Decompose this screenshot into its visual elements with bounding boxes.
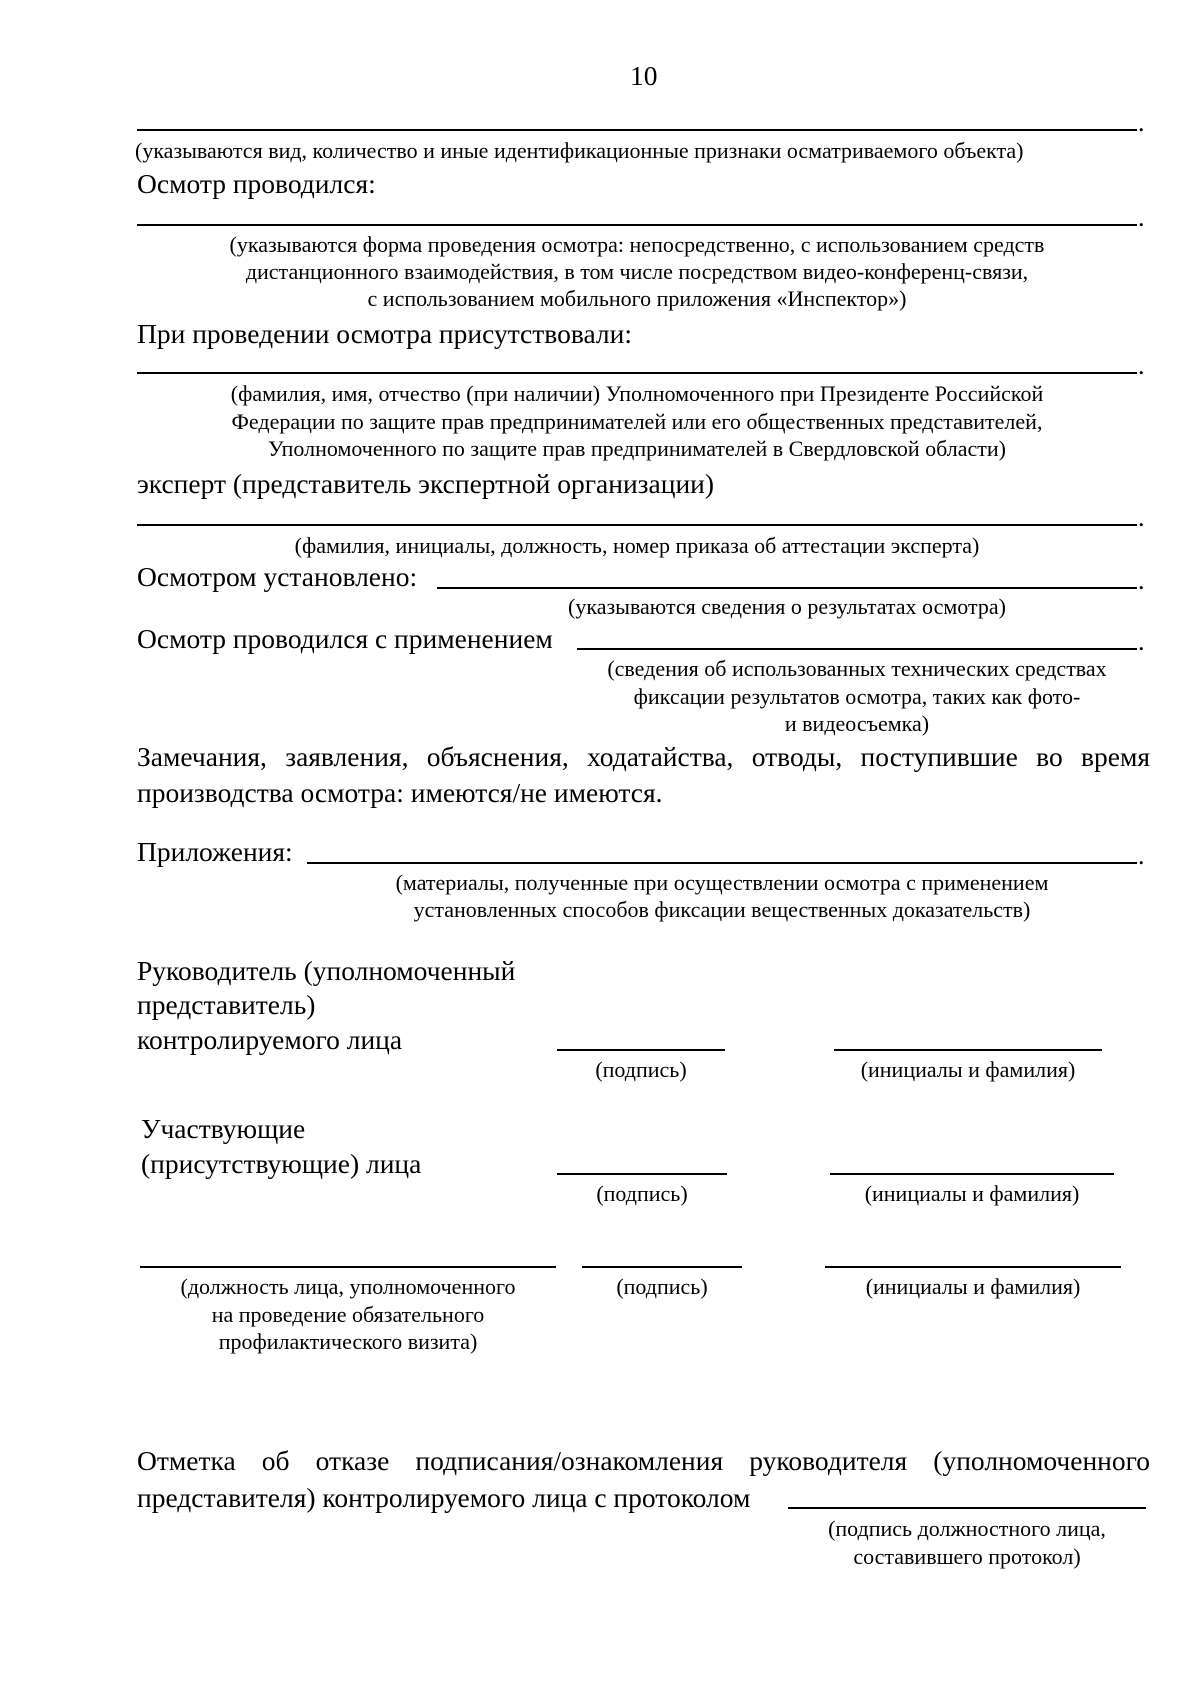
object-field-line[interactable] (137, 129, 1137, 131)
sig3-name-caption: (инициалы и фамилия) (865, 1274, 1081, 1299)
present-label: При проведении осмотра присутствовали: (137, 318, 632, 349)
established-label: Осмотром установлено: (137, 561, 418, 592)
technical-means-note-3: и видеосъемка) (784, 711, 930, 736)
sig1-name-caption: (инициалы и фамилия) (860, 1057, 1076, 1082)
refusal-signature-line[interactable] (788, 1507, 1146, 1509)
present-field-line[interactable] (137, 372, 1137, 374)
sig2-name-caption: (инициалы и фамилия) (864, 1181, 1080, 1206)
inspection-form-note-1: (указываются форма проведения осмотра: непосредственно, с использованием средств (229, 232, 1045, 257)
established-note: (указываются сведения о результатах осмотра) (568, 594, 1006, 619)
remarks-paragraph-line-1: Замечания, заявления, объяснения, ходатайства, отводы, поступившие во время (137, 741, 1150, 772)
sig3-position-caption-2: на проведение обязательного (211, 1302, 485, 1327)
period: . (1138, 627, 1145, 656)
inspection-form-note-2: дистанционного взаимодействия, в том числе посредством видео-конференц-связи, (245, 259, 1029, 284)
expert-label: эксперт (представитель экспертной организации) (137, 468, 715, 499)
sig2-signature-caption: (подпись) (596, 1181, 688, 1206)
sig1-name-line[interactable] (834, 1049, 1102, 1051)
sig1-label-1: Руководитель (уполномоченный (137, 955, 516, 986)
period: . (1138, 503, 1145, 532)
technical-means-note-2: фиксации результатов осмотра, таких как фото- (633, 684, 1081, 709)
expert-field-line[interactable] (137, 524, 1137, 526)
technical-means-note-1: (сведения об использованных технических средствах (607, 656, 1107, 681)
period: . (1138, 566, 1145, 595)
sig3-position-caption-1: (должность лица, уполномоченного (180, 1274, 516, 1299)
technical-means-field-line[interactable] (577, 648, 1137, 650)
technical-means-label: Осмотр проводился с применением (137, 623, 553, 654)
attachments-note-2: установленных способов фиксации вещественных доказательств) (413, 897, 1031, 922)
period: . (1138, 108, 1145, 137)
refusal-note-1: (подпись должностного лица, (828, 1516, 1106, 1541)
sig3-position-line[interactable] (140, 1266, 556, 1268)
sig3-signature-caption: (подпись) (616, 1274, 708, 1299)
attachments-label: Приложения: (137, 836, 293, 867)
period: . (1138, 203, 1145, 232)
inspection-form-field-line[interactable] (137, 224, 1137, 226)
present-note-1: (фамилия, имя, отчество (при наличии) Уполномоченного при Президенте Российской (230, 381, 1044, 406)
refusal-note-2: составившего протокол) (853, 1544, 1081, 1569)
sig3-name-line[interactable] (825, 1266, 1121, 1268)
sig3-position-caption-3: профилактического визита) (218, 1329, 478, 1354)
inspection-form-label: Осмотр проводился: (137, 168, 376, 199)
attachments-field-line[interactable] (307, 862, 1137, 864)
sig2-label-1: Участвующие (141, 1113, 306, 1144)
page-number: 10 (630, 60, 658, 91)
established-field-line[interactable] (437, 587, 1137, 589)
period: . (1138, 351, 1145, 380)
present-note-3: Уполномоченного по защите прав предпринимателей в Свердловской области) (267, 436, 1006, 461)
sig1-label-3: контролируемого лица (137, 1024, 403, 1055)
present-note-2: Федерации по защите прав предпринимателей или его общественных представителей, (231, 409, 1043, 434)
expert-note: (фамилия, инициалы, должность, номер приказа об аттестации эксперта) (294, 533, 980, 558)
remarks-paragraph-line-2: производства осмотра: имеются/не имеются. (137, 777, 663, 808)
object-field-note: (указываются вид, количество и иные идентификационные признаки осматриваемого объекта) (135, 138, 1024, 163)
attachments-note-1: (материалы, полученные при осуществлении осмотра с применением (395, 870, 1049, 895)
sig1-signature-caption: (подпись) (595, 1057, 687, 1082)
refusal-paragraph-line-1: Отметка об отказе подписания/ознакомления руководителя (уполномоченного (137, 1445, 1150, 1476)
refusal-paragraph-line-2: представителя) контролируемого лица с протоколом (137, 1482, 751, 1513)
sig2-name-line[interactable] (830, 1173, 1114, 1175)
period: . (1138, 841, 1145, 870)
sig1-signature-line[interactable] (557, 1049, 725, 1051)
inspection-form-note-3: с использованием мобильного приложения «Инспектор») (367, 286, 907, 311)
sig3-signature-line[interactable] (582, 1266, 742, 1268)
sig2-label-2: (присутствующие) лица (141, 1148, 422, 1179)
sig2-signature-line[interactable] (557, 1173, 727, 1175)
sig1-label-2: представитель) (137, 989, 316, 1020)
